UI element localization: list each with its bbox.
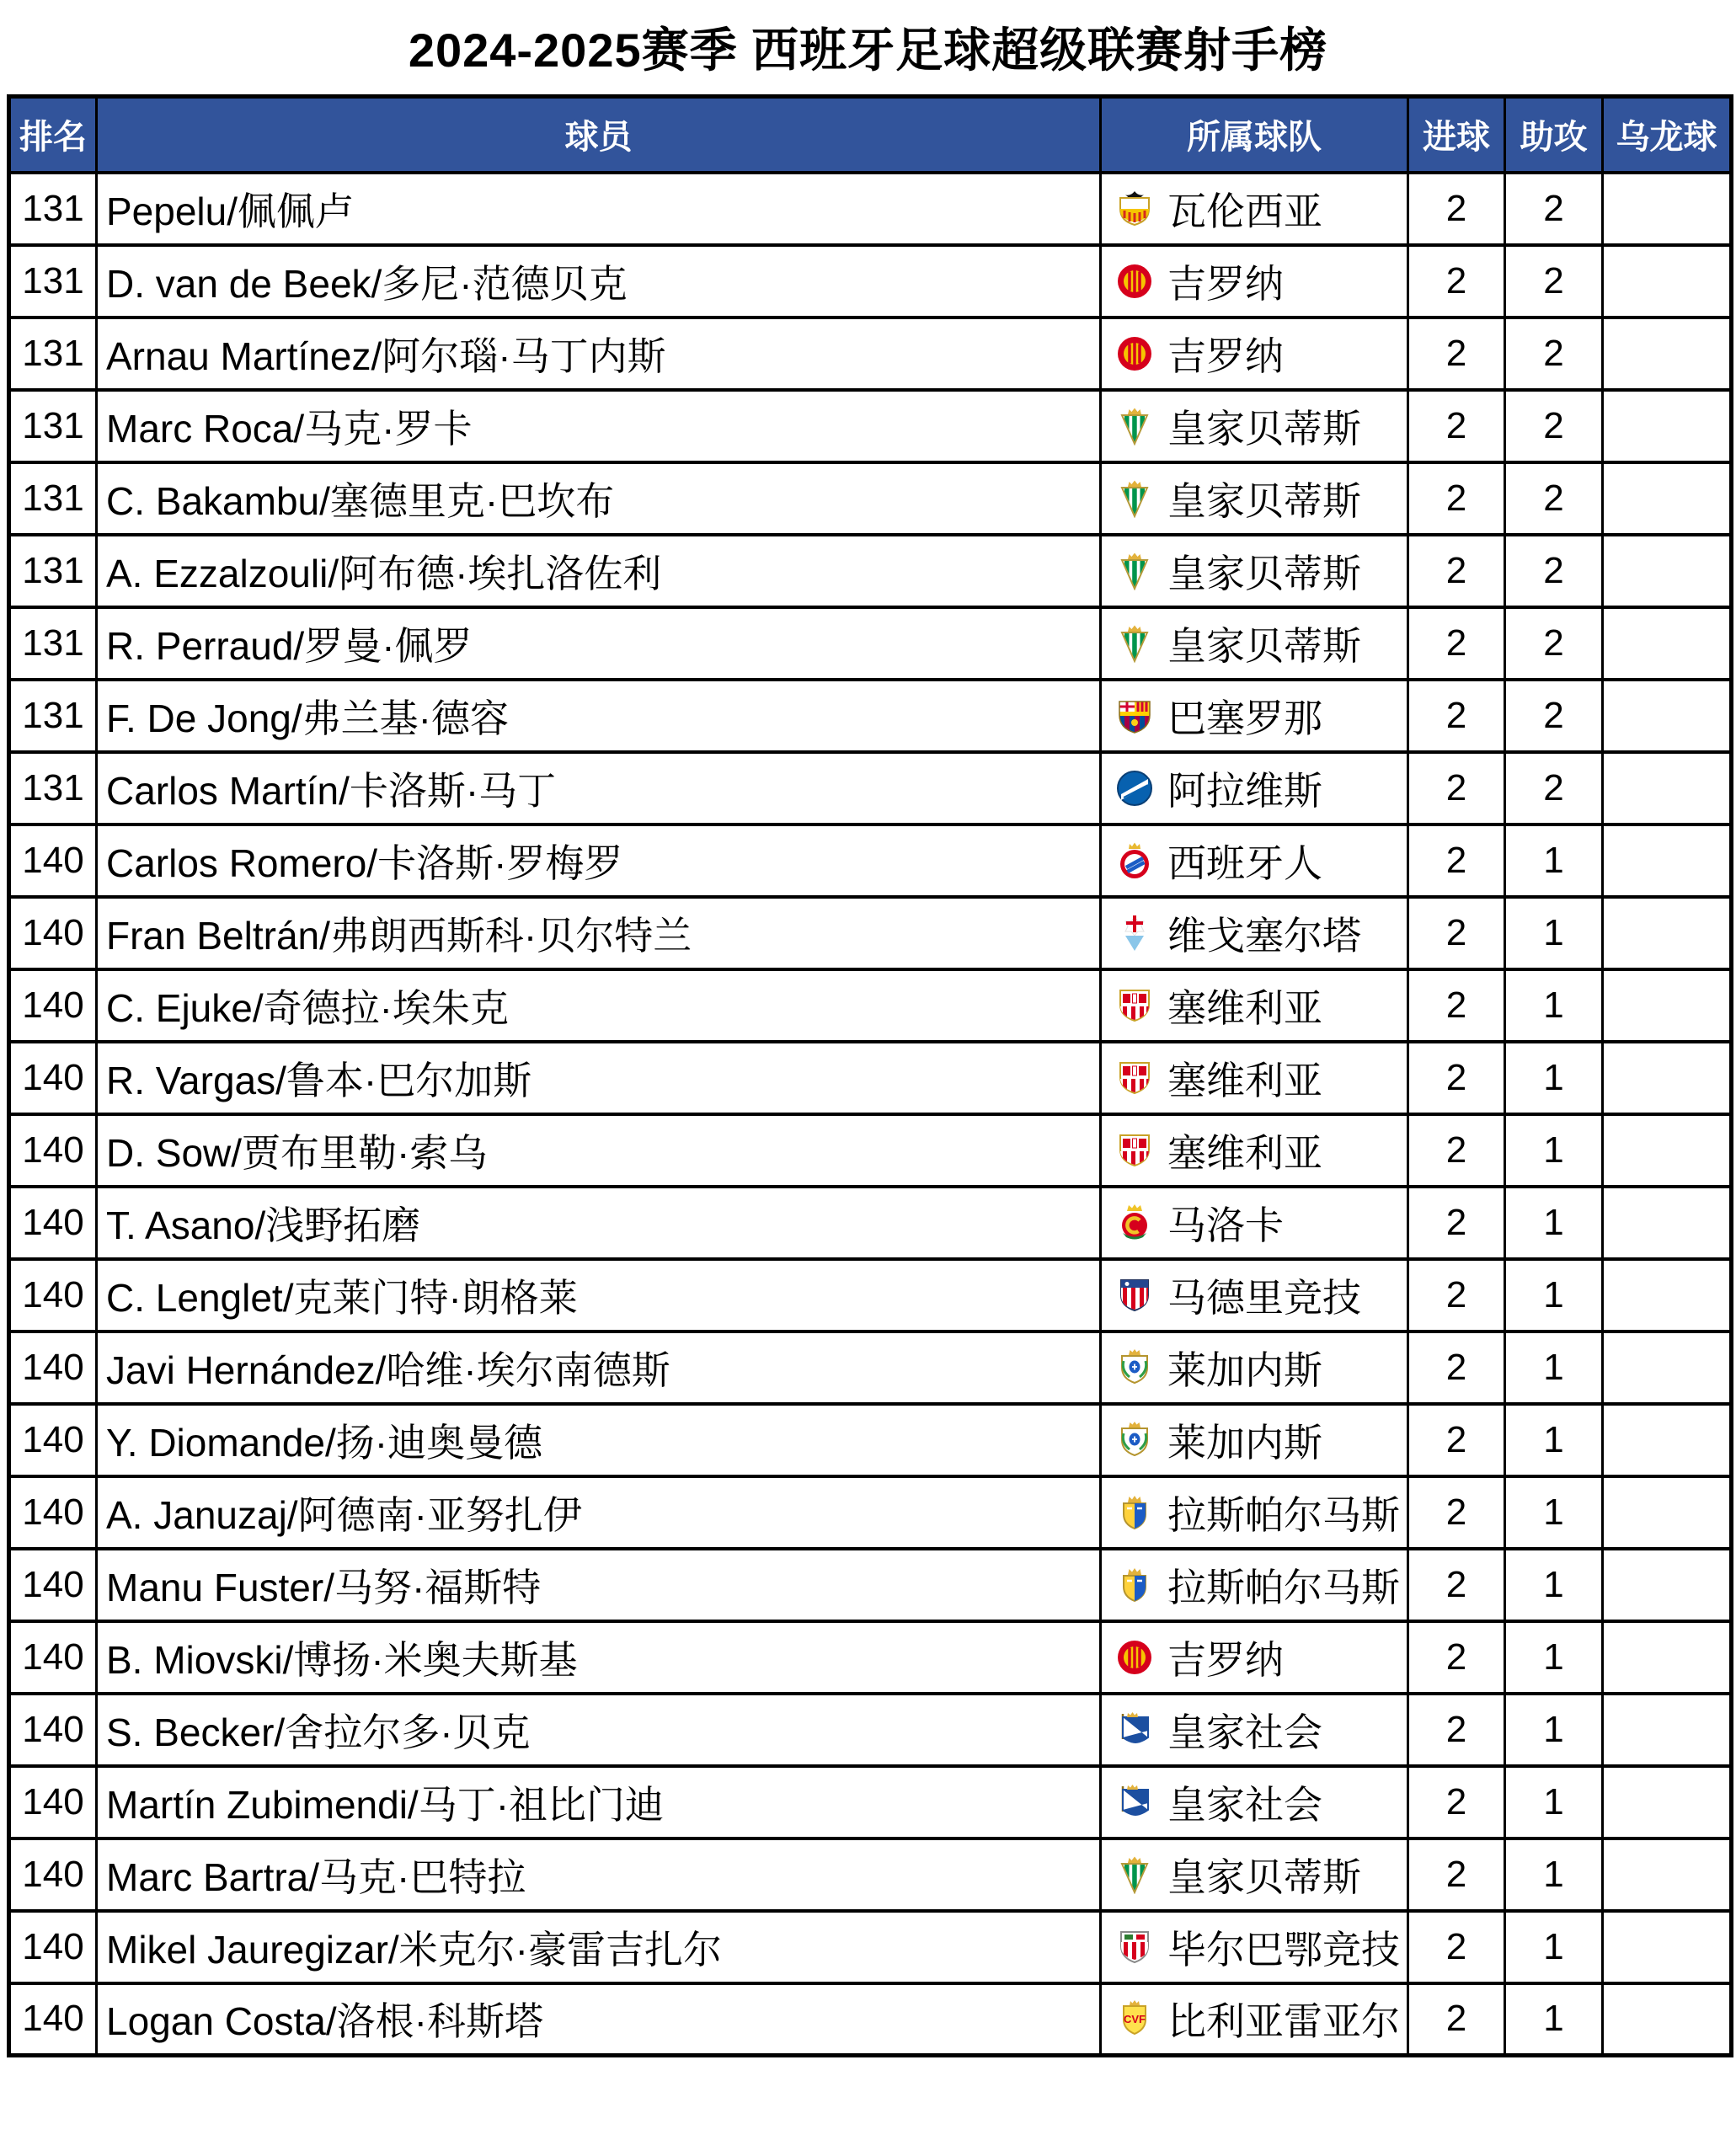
own-goals-cell [1603,245,1732,318]
goals-cell: 2 [1408,1114,1505,1187]
goals-cell: 2 [1408,825,1505,897]
rank-cell: 140 [9,1042,97,1114]
team-name: 吉罗纳 [1167,334,1284,378]
assists-cell: 2 [1505,173,1603,245]
team-cell [1101,1331,1408,1404]
team [1115,978,1406,1033]
header-row [9,97,1732,173]
assists-cell: 2 [1505,607,1603,680]
page-title: 2024-2025赛季 西班牙足球超级联赛射手榜 [408,24,1328,77]
assists-cell: 1 [1505,1838,1603,1911]
own-goals-cell [1603,318,1732,390]
table-row [9,245,1732,318]
table-row [9,1042,1732,1114]
real-betis-crest-icon [1115,407,1154,446]
player-cell: F. De Jong/弗兰基·德容 [97,680,1101,752]
table-row [9,462,1732,535]
rank-cell: 140 [9,1621,97,1694]
rank-cell: 140 [9,1476,97,1549]
player-cell: Fran Beltrán/弗朗西斯科·贝尔特兰 [97,897,1101,969]
own-goals-cell [1603,173,1732,245]
table-row [9,1911,1732,1983]
real-sociedad-crest-icon [1115,1783,1154,1822]
own-goals-cell [1603,1331,1732,1404]
team-name: 皇家贝蒂斯 [1167,1854,1361,1899]
goals-cell: 2 [1408,1331,1505,1404]
player-cell: Martín Zubimendi/马丁·祖比门迪 [97,1766,1101,1838]
real-betis-crest-icon [1115,552,1154,590]
player-cell: A. Januzaj/阿德南·亚努扎伊 [97,1476,1101,1549]
table-row [9,318,1732,390]
team [1115,1991,1406,2047]
goals-cell: 2 [1408,1404,1505,1476]
team [1115,1919,1406,1975]
goals-cell: 2 [1408,1766,1505,1838]
rank-cell: 140 [9,1549,97,1621]
team-cell [1101,607,1408,680]
goals-cell: 2 [1408,1911,1505,1983]
goals-cell: 2 [1408,1838,1505,1911]
svg-text:CVF: CVF [1124,2013,1146,2026]
goals-cell: 2 [1408,245,1505,318]
own-goals-cell [1603,1621,1732,1694]
las-palmas-crest-icon [1115,1566,1154,1604]
atletico-madrid-crest-icon [1115,1276,1154,1315]
team [1115,1267,1406,1323]
real-betis-crest-icon [1115,1855,1154,1894]
girona-crest-icon [1115,262,1154,301]
own-goals-cell [1603,1259,1732,1331]
team [1115,760,1406,816]
girona-crest-icon [1115,1638,1154,1677]
assists-cell: 1 [1505,1331,1603,1404]
team-cell [1101,969,1408,1042]
rank-cell: 140 [9,825,97,897]
team [1115,471,1406,526]
team [1115,1557,1406,1613]
team-name: 维戈塞尔塔 [1167,913,1361,958]
athletic-bilbao-crest-icon [1115,1928,1154,1967]
col-header-rank: 排名 [9,97,97,173]
rank-cell: 140 [9,1331,97,1404]
table-row [9,1114,1732,1187]
team [1115,688,1406,744]
team [1115,1774,1406,1830]
girona-crest-icon [1115,334,1154,373]
team [1115,253,1406,309]
team-name: 马洛卡 [1167,1203,1284,1247]
team-cell [1101,825,1408,897]
valencia-crest-icon [1115,189,1154,228]
player-cell: D. van de Beek/多尼·范德贝克 [97,245,1101,318]
col-header-assists: 助攻 [1505,97,1603,173]
assists-cell: 1 [1505,969,1603,1042]
rank-cell: 140 [9,969,97,1042]
table-row [9,825,1732,897]
own-goals-cell [1603,1114,1732,1187]
own-goals-cell [1603,390,1732,462]
alaves-crest-icon [1115,769,1154,808]
team-name: 阿拉维斯 [1167,768,1322,813]
team-cell [1101,318,1408,390]
team-cell [1101,1187,1408,1259]
col-header-team: 所属球队 [1101,97,1408,173]
table-row [9,1983,1732,2056]
goals-cell: 2 [1408,1187,1505,1259]
rank-cell: 131 [9,607,97,680]
goals-cell: 2 [1408,1621,1505,1694]
assists-cell: 2 [1505,462,1603,535]
leganes-crest-icon [1115,1421,1154,1460]
own-goals-cell [1603,1476,1732,1549]
team [1115,1847,1406,1903]
player-cell: Manu Fuster/马努·福斯特 [97,1549,1101,1621]
team-cell [1101,1042,1408,1114]
team [1115,1123,1406,1178]
assists-cell: 1 [1505,1983,1603,2056]
assists-cell: 1 [1505,1404,1603,1476]
rank-cell: 131 [9,752,97,825]
rank-cell: 140 [9,1911,97,1983]
own-goals-cell [1603,535,1732,607]
goals-cell: 2 [1408,969,1505,1042]
player-cell: R. Perraud/罗曼·佩罗 [97,607,1101,680]
player-cell: Logan Costa/洛根·科斯塔 [97,1983,1101,2056]
player-cell: C. Bakambu/塞德里克·巴坎布 [97,462,1101,535]
real-betis-crest-icon [1115,479,1154,518]
own-goals-cell [1603,607,1732,680]
rank-cell: 140 [9,1187,97,1259]
own-goals-cell [1603,1694,1732,1766]
team [1115,1195,1406,1251]
assists-cell: 2 [1505,245,1603,318]
own-goals-cell [1603,752,1732,825]
assists-cell: 1 [1505,1621,1603,1694]
rank-cell: 140 [9,1694,97,1766]
table-row [9,1694,1732,1766]
rank-cell: 140 [9,1114,97,1187]
team [1115,398,1406,454]
team [1115,181,1406,237]
assists-cell: 2 [1505,390,1603,462]
goals-cell: 2 [1408,462,1505,535]
team-name: 皇家贝蒂斯 [1167,623,1361,668]
own-goals-cell [1603,1911,1732,1983]
rank-cell: 131 [9,390,97,462]
leganes-crest-icon [1115,1348,1154,1387]
goals-cell: 2 [1408,1259,1505,1331]
team-cell [1101,1404,1408,1476]
team-cell [1101,462,1408,535]
col-header-goals: 进球 [1408,97,1505,173]
assists-cell: 1 [1505,1042,1603,1114]
celta-vigo-crest-icon [1115,914,1154,953]
espanyol-crest-icon [1115,841,1154,880]
team-name: 皇家社会 [1167,1782,1322,1827]
table-row [9,607,1732,680]
table-body [9,173,1732,2056]
table-row [9,1838,1732,1911]
team-cell [1101,1983,1408,2056]
team-name: 拉斯帕尔马斯 [1167,1565,1400,1609]
player-cell: Marc Bartra/马克·巴特拉 [97,1838,1101,1911]
player-cell: Arnau Martínez/阿尔瑙·马丁内斯 [97,318,1101,390]
player-cell: T. Asano/浅野拓磨 [97,1187,1101,1259]
sevilla-crest-icon [1115,1059,1154,1097]
player-cell: Carlos Martín/卡洛斯·马丁 [97,752,1101,825]
table-row [9,173,1732,245]
mallorca-crest-icon [1115,1203,1154,1242]
player-cell: Marc Roca/马克·罗卡 [97,390,1101,462]
player-cell: Mikel Jauregizar/米克尔·豪雷吉扎尔 [97,1911,1101,1983]
col-header-own-goals: 乌龙球 [1603,97,1732,173]
own-goals-cell [1603,897,1732,969]
team-cell [1101,1476,1408,1549]
team [1115,1340,1406,1396]
team-name: 吉罗纳 [1167,261,1284,306]
table-row [9,752,1732,825]
table-row [9,1766,1732,1838]
team [1115,326,1406,382]
team-name: 瓦伦西亚 [1167,189,1322,233]
rank-cell: 131 [9,245,97,318]
team-name: 塞维利亚 [1167,1058,1322,1102]
assists-cell: 1 [1505,1694,1603,1766]
col-header-player: 球员 [97,97,1101,173]
rank-cell: 140 [9,1259,97,1331]
team-name: 皇家贝蒂斯 [1167,406,1361,451]
player-cell: B. Miovski/博扬·米奥夫斯基 [97,1621,1101,1694]
rank-cell: 131 [9,680,97,752]
assists-cell: 1 [1505,897,1603,969]
team-cell [1101,680,1408,752]
assists-cell: 2 [1505,318,1603,390]
assists-cell: 1 [1505,1911,1603,1983]
table-row [9,1331,1732,1404]
team-cell [1101,1838,1408,1911]
team-cell [1101,535,1408,607]
team-name: 拉斯帕尔马斯 [1167,1492,1400,1537]
team [1115,1630,1406,1685]
sevilla-crest-icon [1115,986,1154,1025]
rank-cell: 140 [9,1404,97,1476]
team-cell [1101,752,1408,825]
table-row [9,1187,1732,1259]
team-cell [1101,1549,1408,1621]
barcelona-crest-icon [1115,696,1154,735]
goals-cell: 2 [1408,535,1505,607]
real-sociedad-crest-icon [1115,1710,1154,1749]
goals-cell: 2 [1408,390,1505,462]
table-row [9,969,1732,1042]
player-cell: C. Lenglet/克莱门特·朗格莱 [97,1259,1101,1331]
assists-cell: 1 [1505,1187,1603,1259]
team-name: 莱加内斯 [1167,1420,1322,1465]
real-betis-crest-icon [1115,624,1154,663]
team-name: 莱加内斯 [1167,1348,1322,1392]
scorers-table [7,94,1733,2057]
table-row [9,680,1732,752]
table-row [9,897,1732,969]
player-cell: Pepelu/佩佩卢 [97,173,1101,245]
own-goals-cell [1603,969,1732,1042]
goals-cell: 2 [1408,173,1505,245]
own-goals-cell [1603,680,1732,752]
goals-cell: 2 [1408,318,1505,390]
goals-cell: 2 [1408,680,1505,752]
rank-cell: 131 [9,462,97,535]
assists-cell: 1 [1505,1259,1603,1331]
goals-cell: 2 [1408,1549,1505,1621]
table-row [9,1476,1732,1549]
assists-cell: 1 [1505,1114,1603,1187]
player-cell: C. Ejuke/奇德拉·埃朱克 [97,969,1101,1042]
table-row [9,1549,1732,1621]
assists-cell: 1 [1505,1766,1603,1838]
own-goals-cell [1603,1404,1732,1476]
table-row [9,390,1732,462]
own-goals-cell [1603,1187,1732,1259]
rank-cell: 131 [9,318,97,390]
assists-cell: 1 [1505,825,1603,897]
team-name: 皇家社会 [1167,1710,1322,1754]
rank-cell: 140 [9,1983,97,2056]
player-cell: D. Sow/贾布里勒·索乌 [97,1114,1101,1187]
own-goals-cell [1603,1983,1732,2056]
player-cell: A. Ezzalzouli/阿布德·埃扎洛佐利 [97,535,1101,607]
team-name: 西班牙人 [1167,841,1322,885]
team [1115,833,1406,889]
rank-cell: 140 [9,1838,97,1911]
rank-cell: 131 [9,173,97,245]
team-cell [1101,1259,1408,1331]
table-row [9,1404,1732,1476]
team [1115,1412,1406,1468]
goals-cell: 2 [1408,897,1505,969]
player-cell: Javi Hernández/哈维·埃尔南德斯 [97,1331,1101,1404]
goals-cell: 2 [1408,607,1505,680]
team-cell [1101,1694,1408,1766]
table-row [9,535,1732,607]
team-name: 塞维利亚 [1167,1130,1322,1175]
player-cell: Y. Diomande/扬·迪奥曼德 [97,1404,1101,1476]
own-goals-cell [1603,1042,1732,1114]
rank-cell: 140 [9,1766,97,1838]
assists-cell: 2 [1505,535,1603,607]
villarreal-crest-icon [1115,1999,1154,2038]
player-cell: R. Vargas/鲁本·巴尔加斯 [97,1042,1101,1114]
team [1115,905,1406,961]
own-goals-cell [1603,1766,1732,1838]
las-palmas-crest-icon [1115,1493,1154,1532]
team-cell [1101,390,1408,462]
assists-cell: 1 [1505,1549,1603,1621]
team-name: 巴塞罗那 [1167,696,1322,740]
rank-cell: 140 [9,897,97,969]
team [1115,543,1406,599]
team-name: 吉罗纳 [1167,1637,1284,1682]
assists-cell: 2 [1505,680,1603,752]
table-row [9,1621,1732,1694]
own-goals-cell [1603,1549,1732,1621]
team [1115,1050,1406,1106]
team-cell [1101,1911,1408,1983]
team [1115,616,1406,671]
team [1115,1485,1406,1540]
team-name: 马德里竞技 [1167,1275,1361,1320]
own-goals-cell [1603,825,1732,897]
own-goals-cell [1603,1838,1732,1911]
team [1115,1702,1406,1758]
assists-cell: 2 [1505,752,1603,825]
own-goals-cell [1603,462,1732,535]
team-cell [1101,1621,1408,1694]
goals-cell: 2 [1408,752,1505,825]
goals-cell: 2 [1408,1694,1505,1766]
team-name: 皇家贝蒂斯 [1167,478,1361,523]
team-cell [1101,897,1408,969]
assists-cell: 1 [1505,1476,1603,1549]
goals-cell: 2 [1408,1476,1505,1549]
team-cell [1101,1766,1408,1838]
rank-cell: 131 [9,535,97,607]
sevilla-crest-icon [1115,1131,1154,1170]
team-name: 皇家贝蒂斯 [1167,551,1361,595]
goals-cell: 2 [1408,1042,1505,1114]
player-cell: Carlos Romero/卡洛斯·罗梅罗 [97,825,1101,897]
team-name: 比利亚雷亚尔 [1167,1999,1400,2044]
team-name: 毕尔巴鄂竞技 [1167,1927,1400,1972]
table-header [9,97,1732,173]
team-cell [1101,1114,1408,1187]
team-name: 塞维利亚 [1167,985,1322,1030]
team-cell [1101,245,1408,318]
team-cell [1101,173,1408,245]
goals-cell: 2 [1408,1983,1505,2056]
table-row [9,1259,1732,1331]
player-cell: S. Becker/舍拉尔多·贝克 [97,1694,1101,1766]
